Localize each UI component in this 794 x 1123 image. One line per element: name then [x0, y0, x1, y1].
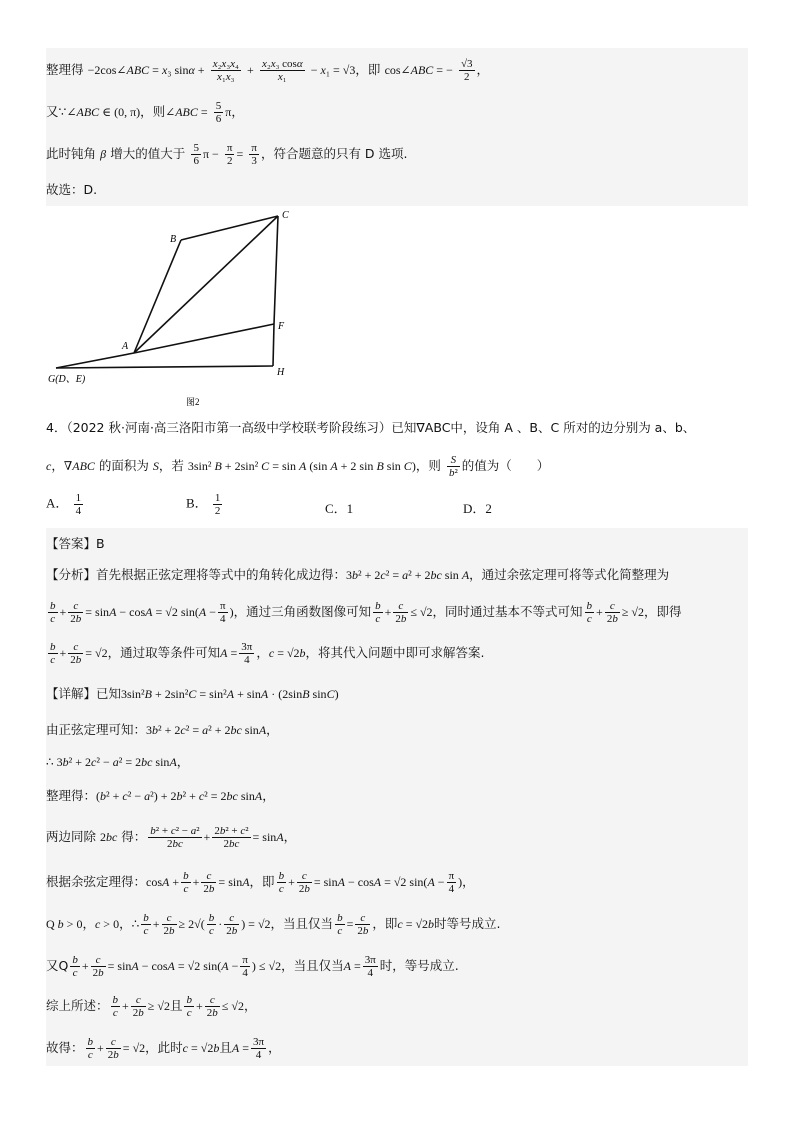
detail-line-7: Q b > 0，c > 0，∴ $\frac{b}{c}$ + $\frac{c}{2b}$ ≥ 2√( $\frac{b}{c}$ · $\frac{c}{2b}$ ) = √2，当且仅当 $\frac{b}{c}$ = $\frac{c}{2b}$ ，即c = √2b时等号成立.	[46, 912, 501, 937]
detail-line-2: 由正弦定理可知：3b² + 2c² = a² + 2bc sinA，	[46, 722, 279, 737]
option-C-label: C．	[325, 501, 347, 516]
question-stem: 4．（2022 秋·河南·高三洛阳市第一高级中学校联考阶段练习）已知∇ABC中，设角 A 、B、C 所对的边分别为 a、b、	[46, 420, 696, 435]
top-line-3: 此时钝角 β 增大的值大于 $\frac{5}{6}$ π − $\frac{\pi}{2}$ = $\frac{\pi}{3}$ ，符合题意的只有 D 选项.	[46, 142, 408, 167]
option-D-value: 2	[485, 501, 492, 516]
option-D-label: D．	[463, 501, 486, 516]
option-C-value: 1	[346, 501, 354, 516]
segment-AC	[134, 216, 278, 353]
label-G: G(D、E)	[48, 374, 86, 385]
answer-text: 【答案】B	[46, 536, 105, 551]
option-A-label: A．	[46, 495, 69, 511]
question-line-2: c，∇ABC 的面积为 S，若 3sin² B + 2sin² C = sin A (sin A + 2 sin B sin C)，则 $\frac{S}{\text{b²}}$ 的值为（ ）	[46, 454, 550, 479]
segment-AB	[134, 240, 181, 353]
analysis-line-3: $\frac{b}{c}$ + $\frac{c}{2b}$ = √2，通过取等条件可知A = $\frac{3\pi}{4}$ ，c = √2b，将其代入问题中即可求解答案.	[50, 641, 485, 666]
segment-BC	[181, 216, 278, 240]
segment-GA	[56, 353, 134, 368]
detail-line-4: 整理得：(b² + c² − a²) + 2b² + c² = 2bc sinA，	[46, 788, 275, 803]
analysis-line-1: 【分析】首先根据正弦定理将等式中的角转化成边得：3b² + 2c² = a² + 2bc sin A，通过余弦定理可将等式化简整理为	[46, 567, 670, 582]
option-C[interactable]	[325, 498, 353, 517]
segment-AF	[134, 324, 274, 353]
segment-GH	[56, 366, 273, 368]
detail-line-9: 综上所述： $\frac{b}{c}$ + $\frac{c}{2b}$ ≥ √2且 $\frac{b}{c}$ + $\frac{c}{2b}$ ≤ √2，	[46, 994, 257, 1019]
detail-line-5: 两边同除 2bc 得： $\frac{\text{b² + c² − a²}}{2bc}$ + $\frac{\text{2b² + c²}}{2bc}$ = sinA，	[46, 825, 297, 850]
label-B: B	[170, 234, 177, 245]
detail-line-1: 【详解】已知3sin²B + 2sin²C = sin²A + sinA · (2sinB sinC)	[46, 686, 339, 701]
label-C: C	[282, 210, 289, 221]
detail-line-8: 又Q $\frac{b}{c}$ + $\frac{c}{2b}$ = sinA − cosA = √2 sin(A − $\frac{\pi}{4}$ ) ≤ √2，当且仅当A = $\frac{3\pi}{4}$ 时，等号成立.	[46, 954, 459, 979]
label-A: A	[122, 341, 129, 352]
option-A[interactable]: A． $\frac{1}{4}$	[46, 492, 82, 517]
detail-line-10: 故得： $\frac{b}{c}$ + $\frac{c}{2b}$ = √2，此时c = √2b且A = $\frac{3\pi}{4}$ ，	[46, 1036, 281, 1061]
top-line-4	[46, 180, 748, 201]
geometry-figure	[46, 205, 306, 410]
figure-caption: 图2	[186, 397, 200, 407]
analysis-line-2: $\frac{b}{c}$ + $\frac{c}{2b}$ = sinA − cosA = √2 sin(A − $\frac{\pi}{4}$ )，通过三角函数图像可知 $\frac{b}{c}$ + $\frac{c}{2b}$ ≤ √2，同时通过基本不等式可知 $\frac{b}{c}$ + $\frac{c}{2b}$ ≥ √2，即得	[50, 600, 682, 625]
top-line-2: 又∵∠ABC ∈ (0, π)，则∠ABC = $\frac{5}{6}$ π，	[46, 100, 244, 125]
segment-CF	[274, 216, 278, 324]
final-choice-text: 故选：D.	[46, 182, 98, 197]
detail-line-6: 根据余弦定理得：cosA + $\frac{b}{c}$ + $\frac{c}{2b}$ = sinA，即 $\frac{b}{c}$ + $\frac{c}{2b}$ = sinA − cosA = √2 sin(A − $\frac{\pi}{4}$ )，	[46, 870, 475, 895]
line1-prefix: 整理得	[46, 62, 84, 77]
option-D[interactable]	[463, 498, 492, 517]
label-F: F	[278, 321, 285, 332]
detail-line-3: ∴ 3b² + 2c² − a² = 2bc sinA，	[46, 754, 190, 769]
label-H: H	[277, 367, 285, 378]
segment-FH	[273, 324, 274, 366]
answer-line	[46, 534, 748, 555]
option-B-label: B．	[186, 495, 208, 511]
option-B[interactable]: B． $\frac{1}{2}$	[186, 492, 221, 517]
top-line-1: 整理得 −2cos∠ABC = x₃ sinα + $\frac{\text{x₂x₃x₄}}{\text{x₁x₃}}$ + $\frac{\text{x₂x₃ cosα}}{\text{x₁}}$ − x₁ = √3，即 cos∠ABC = − $\frac{√3}{2}$ ，	[46, 58, 490, 83]
question-line-1	[46, 418, 748, 439]
